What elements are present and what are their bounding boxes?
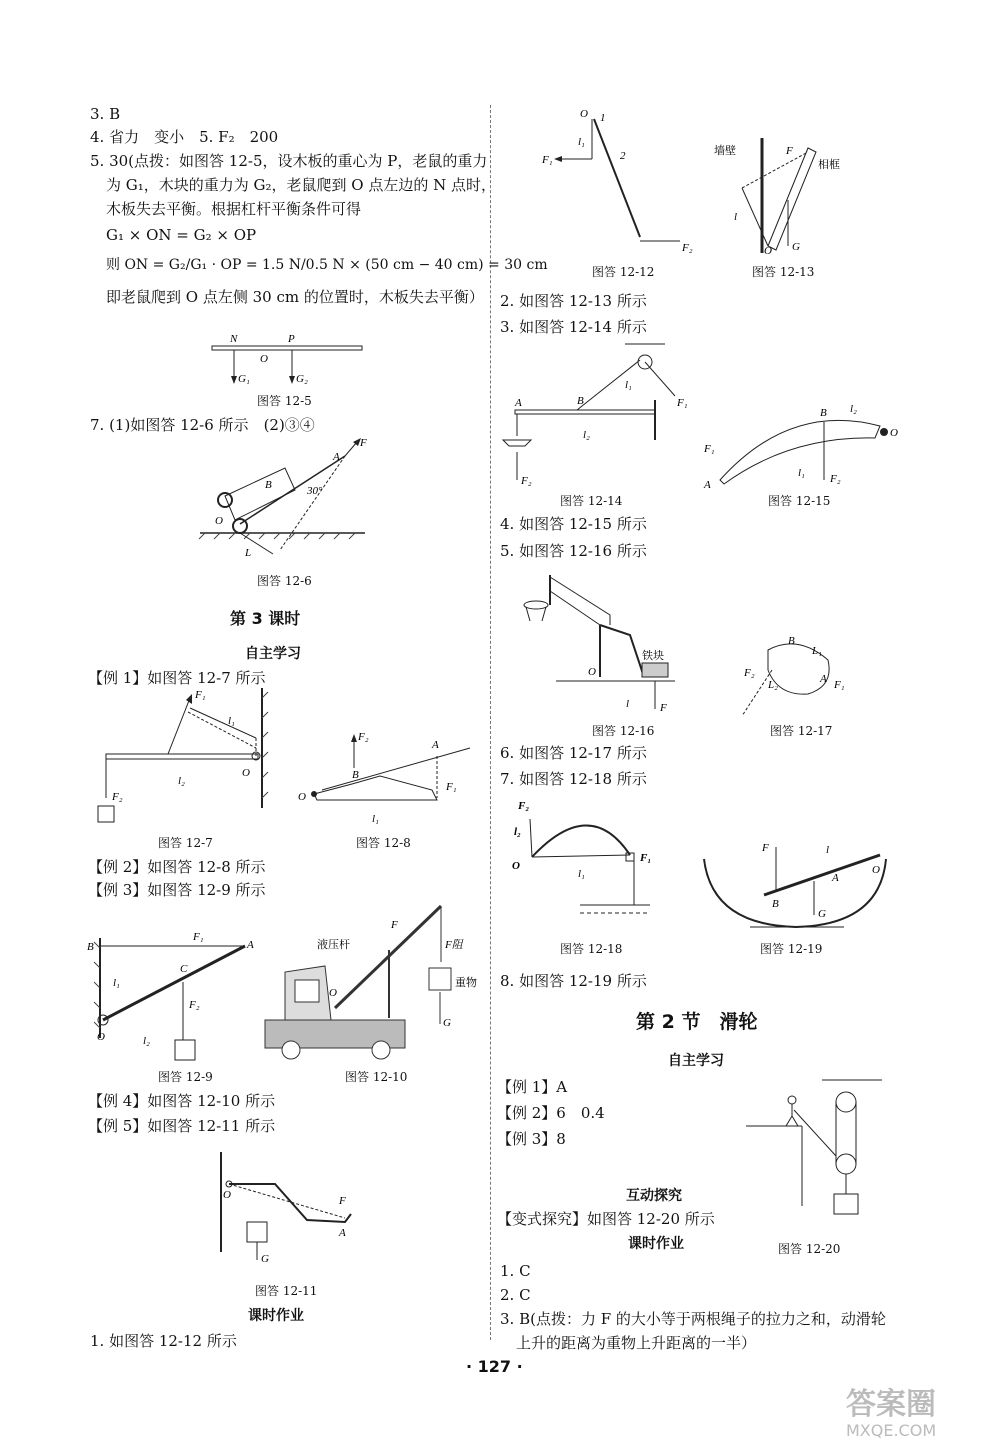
svg-text:l₂: l₂ (178, 775, 185, 787)
svg-text:F: F (360, 437, 367, 449)
svg-text:F: F (660, 702, 667, 714)
svg-text:l₁: l₁ (113, 977, 120, 989)
svg-text:O: O (223, 1189, 231, 1201)
variant-inquiry: 【变式探究】如图答 12-20 所示 (497, 1210, 715, 1228)
svg-text:液压杆: 液压杆 (317, 938, 350, 951)
caption-12-7: 图答 12-7 (158, 836, 213, 850)
svg-text:F₁: F₁ (704, 443, 715, 455)
figure-12-11 (215, 1152, 365, 1276)
svg-text:相框: 相框 (818, 158, 840, 171)
svg-text:N: N (230, 333, 238, 345)
svg-text:G₂: G₂ (296, 373, 308, 385)
subheading-self-study-2: 自主学习 (668, 1053, 724, 1069)
svg-text:O: O (97, 1031, 105, 1043)
svg-text:O: O (329, 987, 337, 999)
svg-text:A: A (832, 872, 839, 884)
caption-12-9: 图答 12-9 (158, 1070, 213, 1084)
answer-3: 3. B (90, 105, 121, 123)
svg-text:B: B (87, 941, 94, 953)
svg-text:L₁: L₁ (812, 645, 822, 657)
figure-12-16 (520, 565, 680, 719)
svg-text:l₁: l₁ (798, 467, 805, 479)
svg-text:F₂: F₂ (682, 242, 693, 254)
r-answer-1: 1. C (500, 1262, 531, 1280)
svg-text:F: F (391, 919, 398, 931)
svg-text:l₂: l₂ (583, 429, 590, 441)
svg-text:G: G (443, 1017, 451, 1029)
svg-text:A: A (704, 479, 711, 491)
answer-r2: 2. 如图答 12-13 所示 (500, 292, 647, 310)
answer-r7: 7. 如图答 12-18 所示 (500, 770, 647, 788)
answer-r5: 5. 如图答 12-16 所示 (500, 542, 647, 560)
svg-text:F₂: F₂ (521, 475, 532, 487)
page-number: · 127 · (466, 1357, 523, 1376)
svg-text:B: B (772, 898, 779, 910)
figure-12-9 (85, 928, 265, 1077)
section-title-pulley: 第 2 节 滑轮 (636, 1011, 758, 1033)
svg-text:A: A (515, 397, 522, 409)
r-answer-3-line2: 上升的距离为重物上升距离的一半） (516, 1334, 757, 1352)
svg-text:O: O (260, 353, 268, 365)
r-example-1: 【例 1】A (497, 1078, 568, 1096)
example-3: 【例 3】如图答 12-9 所示 (88, 881, 266, 899)
svg-text:F₂: F₂ (189, 999, 200, 1011)
svg-text:G: G (792, 241, 800, 253)
svg-text:B: B (577, 395, 584, 407)
svg-text:l₁: l₁ (578, 136, 585, 148)
svg-text:F: F (786, 145, 793, 157)
answer-r8: 8. 如图答 12-19 所示 (500, 972, 647, 990)
svg-text:A: A (820, 673, 827, 685)
example-1: 【例 1】如图答 12-7 所示 (88, 669, 266, 687)
svg-text:F₂: F₂ (830, 473, 841, 485)
answer-r3: 3. 如图答 12-14 所示 (500, 318, 647, 336)
subheading-inquiry: 互动探究 (626, 1188, 682, 1204)
r-example-3: 【例 3】8 (497, 1130, 566, 1148)
svg-text:l₂: l₂ (850, 403, 857, 415)
caption-12-13: 图答 12-13 (752, 265, 815, 279)
figure-12-7 (90, 688, 275, 837)
figure-12-10 (265, 900, 485, 1069)
svg-text:O: O (242, 767, 250, 779)
svg-text:墙壁: 墙壁 (714, 144, 736, 157)
svg-text:F₂: F₂ (358, 731, 369, 743)
svg-text:l: l (826, 844, 830, 856)
answer-5-equation2: 则 ON = G₂/G₁ · OP = 1.5 N/0.5 N × (50 cm − 40 cm) = 30 cm (106, 257, 548, 273)
svg-text:l₁: l₁ (228, 715, 235, 727)
svg-text:l₂: l₂ (514, 826, 521, 838)
svg-text:P: P (288, 333, 295, 345)
svg-text:30°: 30° (307, 485, 323, 497)
watermark-logo: 答案圈 MXQE.COM (846, 1387, 937, 1440)
figure-12-20 (742, 1076, 892, 1225)
subheading-homework: 课时作业 (248, 1308, 304, 1324)
svg-text:O: O (890, 427, 898, 439)
caption-12-20: 图答 12-20 (778, 1242, 841, 1256)
caption-12-19: 图答 12-19 (760, 942, 823, 956)
svg-text:l: l (626, 698, 630, 710)
svg-text:重物: 重物 (455, 976, 477, 989)
figure-12-19 (700, 835, 890, 944)
svg-text:B: B (352, 769, 359, 781)
svg-text:O: O (764, 245, 772, 257)
svg-text:l₁: l₁ (372, 813, 379, 825)
svg-text:O: O (580, 108, 588, 120)
svg-text:B: B (265, 479, 272, 491)
svg-text:F₂: F₂ (744, 667, 755, 679)
figure-12-18 (510, 795, 670, 939)
svg-text:F₂: F₂ (518, 800, 530, 812)
caption-12-10: 图答 12-10 (345, 1070, 408, 1084)
caption-12-16: 图答 12-16 (592, 724, 655, 738)
figure-12-12 (540, 105, 710, 259)
svg-text:F₁: F₁ (446, 781, 457, 793)
svg-text:l₂: l₂ (143, 1035, 150, 1047)
subheading-self-study: 自主学习 (245, 646, 301, 662)
svg-text:F: F (339, 1195, 346, 1207)
svg-text:A: A (432, 739, 439, 751)
svg-text:A: A (339, 1227, 346, 1239)
svg-text:O: O (215, 515, 223, 527)
answer-5-conclusion: 即老鼠爬到 O 点左侧 30 cm 的位置时，木板失去平衡） (106, 288, 484, 306)
example-5: 【例 5】如图答 12-11 所示 (88, 1117, 276, 1135)
answer-5-line1: 5. 30(点拨：如图答 12-5，设木板的重心为 P，老鼠的重力 (90, 152, 488, 170)
answer-r4: 4. 如图答 12-15 所示 (500, 515, 647, 533)
figure-12-13 (712, 128, 862, 262)
subheading-homework-2: 课时作业 (628, 1236, 684, 1252)
section-title-lesson3: 第 3 课时 (230, 609, 301, 628)
svg-text:铁块: 铁块 (642, 649, 664, 662)
svg-text:O: O (872, 864, 880, 876)
svg-text:L₂: L₂ (768, 679, 778, 691)
svg-text:F阻: F阻 (445, 939, 463, 951)
r-example-2: 【例 2】6 0.4 (497, 1104, 605, 1122)
svg-text:l: l (734, 211, 738, 223)
svg-text:2: 2 (620, 150, 626, 162)
caption-12-12: 图答 12-12 (592, 265, 655, 279)
figure-12-6 (195, 438, 375, 572)
caption-12-15: 图答 12-15 (768, 494, 831, 508)
svg-text:L: L (245, 547, 252, 559)
caption-12-8: 图答 12-8 (356, 836, 411, 850)
svg-text:F₁: F₁ (193, 931, 204, 943)
answer-5-equation1: G₁ × ON = G₂ × OP (106, 226, 257, 244)
svg-text:O: O (298, 791, 306, 803)
caption-12-11: 图答 12-11 (255, 1284, 318, 1298)
r-answer-3-line1: 3. B(点拨：力 F 的大小等于两根绳子的拉力之和，动滑轮 (500, 1310, 886, 1328)
svg-text:B: B (788, 635, 795, 647)
svg-text:F₁: F₁ (195, 689, 206, 701)
caption-12-6: 图答 12-6 (257, 574, 312, 588)
svg-text:G₁: G₁ (238, 373, 250, 385)
svg-text:A: A (247, 939, 254, 951)
answer-5-line3: 木板失去平衡。根据杠杆平衡条件可得 (106, 200, 362, 218)
svg-text:O: O (512, 860, 520, 872)
svg-text:B: B (820, 407, 827, 419)
svg-text:A: A (333, 451, 340, 463)
figure-12-8 (292, 728, 472, 832)
example-4: 【例 4】如图答 12-10 所示 (88, 1092, 276, 1110)
r-answer-2: 2. C (500, 1286, 531, 1304)
svg-text:F₂: F₂ (112, 791, 123, 803)
answer-r6: 6. 如图答 12-17 所示 (500, 744, 647, 762)
svg-text:l₁: l₁ (625, 379, 632, 391)
caption-12-17: 图答 12-17 (770, 724, 833, 738)
svg-text:G: G (261, 1253, 269, 1265)
figure-12-15 (700, 396, 900, 495)
example-2: 【例 2】如图答 12-8 所示 (88, 858, 266, 876)
caption-12-5: 图答 12-5 (257, 394, 312, 408)
svg-text:1: 1 (600, 112, 606, 124)
svg-text:F: F (762, 842, 769, 854)
figure-12-14 (505, 340, 695, 494)
caption-12-14: 图答 12-14 (560, 494, 623, 508)
svg-text:F₁: F₁ (834, 679, 845, 691)
answer-5-line2: 为 G₁，木块的重力为 G₂，老鼠爬到 O 点左边的 N 点时， (106, 176, 497, 194)
svg-text:F₁: F₁ (542, 154, 553, 166)
svg-text:F₁: F₁ (677, 397, 688, 409)
figure-12-17 (738, 630, 858, 724)
svg-text:G: G (818, 908, 826, 920)
svg-text:F₁: F₁ (640, 852, 652, 864)
answer-4-5: 4. 省力 变小 5. F₂ 200 (90, 128, 279, 146)
svg-text:l₁: l₁ (578, 868, 585, 880)
figure-12-5 (200, 330, 370, 394)
answer-7: 7. (1)如图答 12-6 所示 (2)③④ (90, 416, 315, 434)
caption-12-18: 图答 12-18 (560, 942, 623, 956)
column-divider (490, 105, 491, 1340)
svg-text:O: O (588, 666, 596, 678)
homework-1: 1. 如图答 12-12 所示 (90, 1332, 237, 1350)
svg-text:C: C (180, 963, 188, 975)
